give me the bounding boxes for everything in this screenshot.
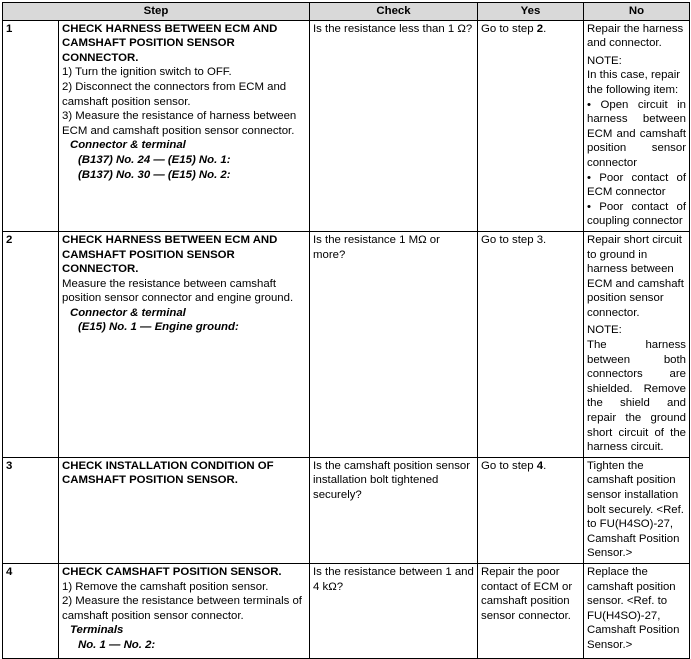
yes-step-link[interactable]: 4 (536, 459, 544, 472)
yes-cell (478, 457, 584, 563)
yes-cell: Go to step 3. (478, 231, 584, 457)
header-check: Check (310, 3, 478, 21)
step-instruction: 2) Disconnect the connectors from ECM and camshaft position sensor. (62, 80, 287, 108)
connector-terminal-heading: Connector & terminal (70, 306, 186, 319)
check-cell: Is the resistance less than 1 Ω? (310, 20, 478, 231)
step-title: CHECK INSTALLATION CONDITION OF CAMSHAFT POSITION SENSOR. (62, 459, 274, 487)
note-label: NOTE: (587, 324, 622, 337)
note-text: In this case, repair the following item: (587, 69, 681, 96)
step-number: 1 (3, 20, 59, 231)
connector-terminal-item: (B137) No. 30 — (E15) No. 2: (78, 168, 231, 181)
no-cell (584, 231, 690, 457)
step-instruction: 2) Measure the resistance between terminals of camshaft position sensor connector. (62, 595, 302, 622)
note-bullet: • Poor contact of coupling connector (587, 200, 686, 228)
check-cell: Is the resistance between 1 and 4 kΩ? (310, 563, 478, 658)
header-no: No (584, 3, 690, 21)
yes-text: Go to step (481, 22, 537, 35)
note-bullet: • Open circuit in harness between ECM and camshaft position sensor connector (587, 98, 686, 169)
yes-cell (478, 20, 584, 231)
step-instruction: Measure the resistance between camshaft position sensor connector and engine ground. (62, 277, 294, 305)
header-row (3, 3, 690, 21)
yes-step-link[interactable]: 2 (536, 22, 544, 35)
step-instruction: 1) Remove the camshaft position sensor. (62, 580, 269, 593)
step-number: 4 (3, 563, 59, 658)
step-cell (59, 563, 310, 658)
note-label: NOTE: (587, 54, 622, 67)
no-cell: Tighten the camshaft position sensor installation bolt securely. <Ref. to FU(H4SO)-27, Camshaft Position Sensor.> (584, 457, 690, 563)
yes-suffix: . (543, 22, 547, 35)
step-title: CHECK HARNESS BETWEEN ECM AND CAMSHAFT POSITION SENSOR CONNECTOR. (62, 22, 278, 64)
check-cell: Is the camshaft position sensor installation bolt tightened securely? (310, 457, 478, 563)
step-number: 2 (3, 231, 59, 457)
table-row (3, 20, 690, 231)
no-cell (584, 20, 690, 231)
step-cell (59, 20, 310, 231)
step-cell (59, 231, 310, 457)
table-row (3, 563, 690, 658)
diagnostic-table (2, 2, 690, 659)
step-instruction: 1) Turn the ignition switch to OFF. (62, 66, 232, 79)
note-bullet: • Poor contact of ECM connector (587, 171, 686, 199)
step-title: CHECK HARNESS BETWEEN ECM AND CAMSHAFT POSITION SENSOR CONNECTOR. (62, 233, 278, 276)
terminals-heading: Terminals (70, 624, 124, 637)
terminals-item: No. 1 — No. 2: (78, 638, 156, 651)
no-text: Repair short circuit to ground in harness between ECM and camshaft position sensor connector. (587, 233, 684, 319)
no-cell: Replace the camshaft position sensor. <Ref. to FU(H4SO)-27, Camshaft Position Sensor.> (584, 563, 690, 658)
table-row (3, 231, 690, 457)
step-cell (59, 457, 310, 563)
note-text: The harness between both connectors are shielded. Remove the shield and repair the ground short circuit of the harness circuit. (587, 339, 686, 454)
yes-text: Go to step (481, 459, 537, 472)
connector-terminal-item: (B137) No. 24 — (E15) No. 1: (78, 153, 231, 166)
header-yes: Yes (478, 3, 584, 21)
connector-terminal-item: (E15) No. 1 — Engine ground: (78, 321, 239, 334)
step-number: 3 (3, 457, 59, 563)
yes-cell: Repair the poor contact of ECM or camshaft position sensor connector. (478, 563, 584, 658)
step-instruction: 3) Measure the resistance of harness between ECM and camshaft position sensor connector. (62, 110, 297, 137)
yes-suffix: . (543, 459, 547, 472)
step-title: CHECK CAMSHAFT POSITION SENSOR. (62, 565, 282, 578)
table-row (3, 457, 690, 563)
connector-terminal-heading: Connector & terminal (70, 139, 186, 152)
no-text: Repair the harness and connector. (587, 22, 684, 50)
check-cell: Is the resistance 1 MΩ or more? (310, 231, 478, 457)
header-step: Step (3, 3, 310, 21)
